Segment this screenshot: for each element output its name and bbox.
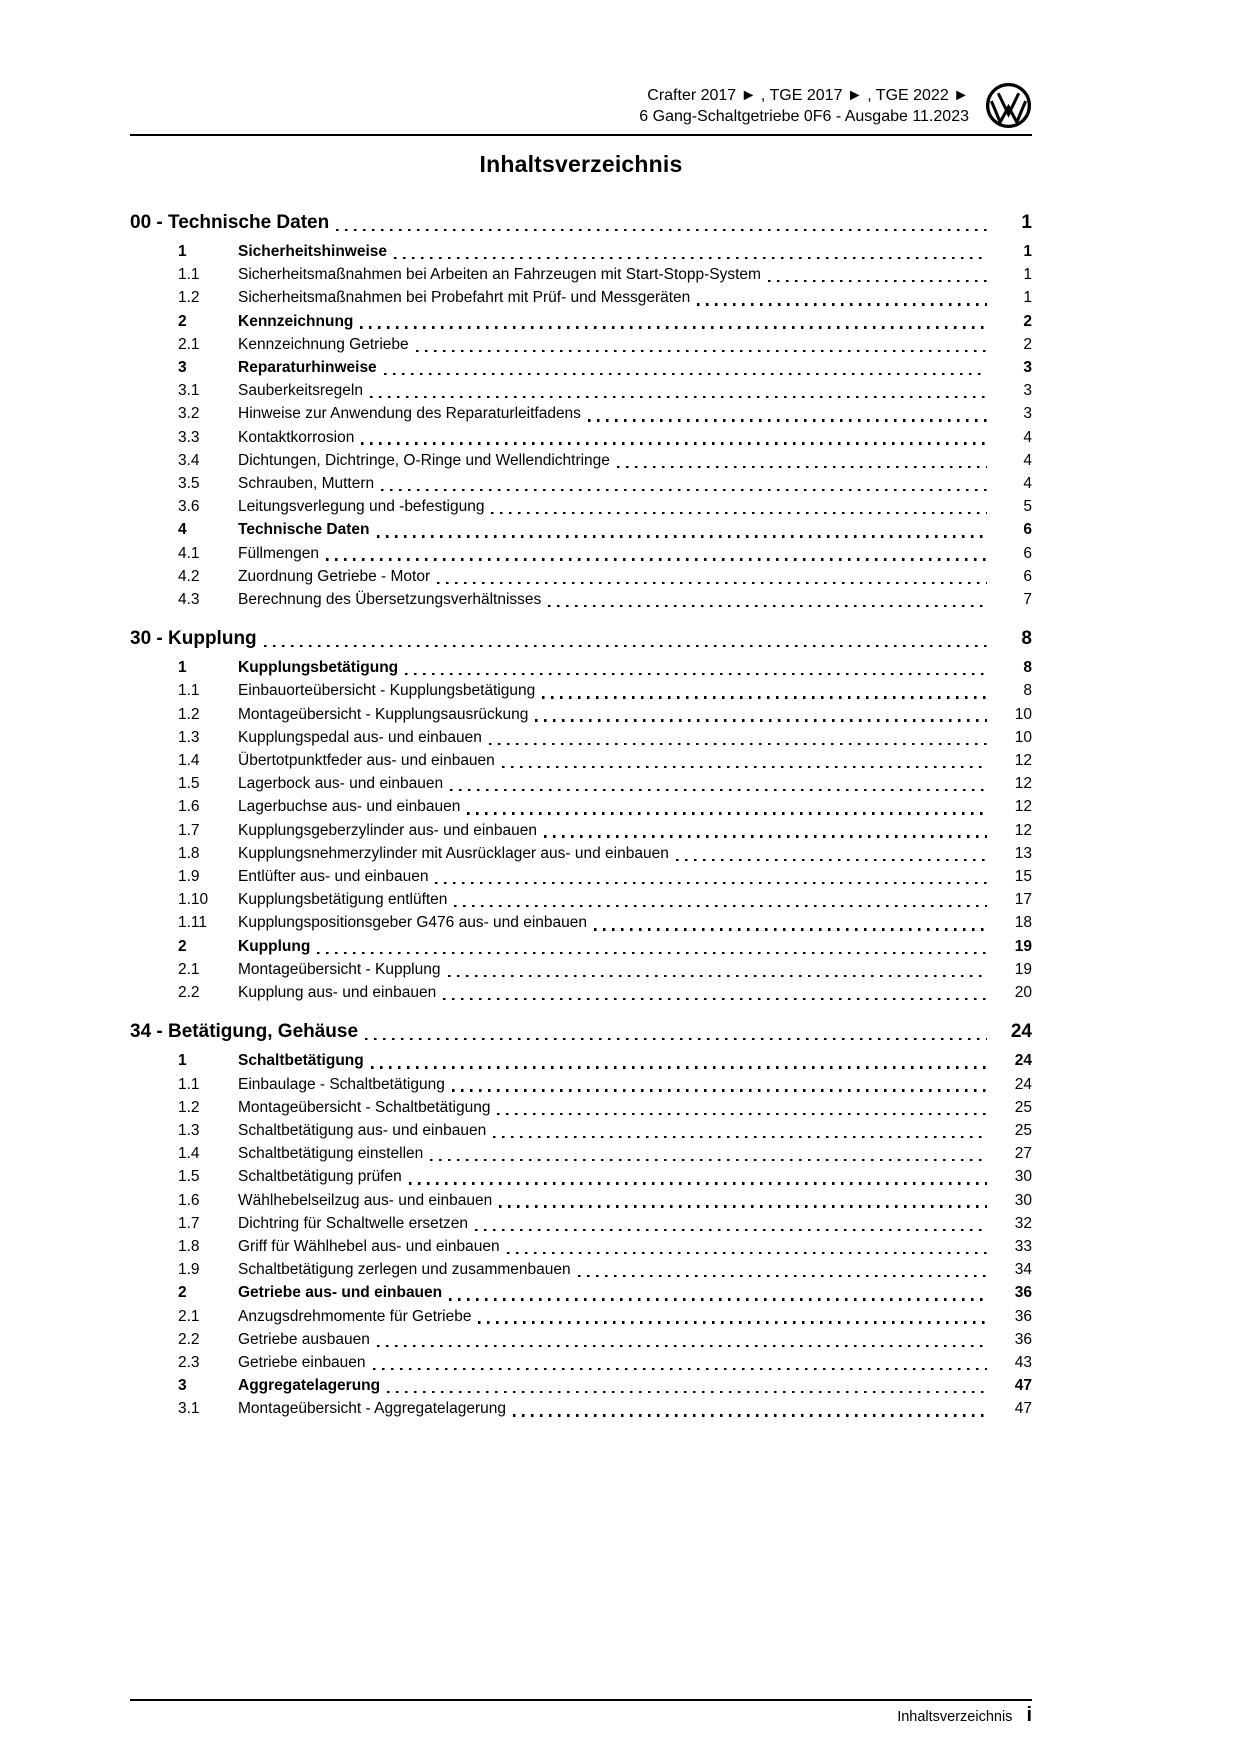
item-number: 1.6 xyxy=(178,1191,200,1209)
item-number: 1.9 xyxy=(178,1261,200,1279)
item-title: Schaltbetätigung prüfen xyxy=(238,1168,402,1186)
chapter-title: 30 - Kupplung xyxy=(130,628,257,650)
header-subtitle-line: 6 Gang-Schaltgetriebe 0F6 - Ausgabe 11.2023 xyxy=(639,108,969,125)
toc-chapter-row[interactable] xyxy=(130,626,1032,652)
dot-leader xyxy=(371,1066,987,1068)
item-number: 3.5 xyxy=(178,475,200,493)
item-number: 1.7 xyxy=(178,1214,200,1232)
toc-chapter-row[interactable] xyxy=(130,210,1032,236)
item-number: 4.1 xyxy=(178,544,200,562)
item-page-number: 6 xyxy=(1023,521,1032,539)
item-number: 1 xyxy=(178,1052,187,1070)
dot-leader xyxy=(502,766,987,768)
header-divider xyxy=(130,134,1032,136)
dot-leader xyxy=(542,696,987,698)
dot-leader xyxy=(449,1298,987,1300)
dot-leader xyxy=(497,1113,987,1115)
dot-leader xyxy=(548,605,987,607)
chapter-page-number: 8 xyxy=(1021,628,1032,650)
item-number: 2.1 xyxy=(178,960,200,978)
toc-item-row[interactable] xyxy=(130,1073,1032,1096)
dot-leader xyxy=(394,257,987,259)
item-number: 1.8 xyxy=(178,844,200,862)
toc-item-row[interactable] xyxy=(130,888,1032,911)
dot-leader xyxy=(507,1252,987,1254)
item-title: Zuordnung Getriebe - Motor xyxy=(238,567,431,585)
item-title: Kennzeichnung Getriebe xyxy=(238,335,409,353)
dot-leader xyxy=(544,835,987,837)
toc-item-row[interactable] xyxy=(130,588,1032,611)
footer-page-number: i xyxy=(1026,1704,1032,1726)
dot-leader xyxy=(361,442,987,444)
toc-item-row[interactable] xyxy=(130,1189,1032,1212)
toc-chapter-row[interactable] xyxy=(130,1019,1032,1045)
item-page-number: 17 xyxy=(1014,891,1032,909)
item-number: 1.9 xyxy=(178,868,200,886)
item-title: Schaltbetätigung xyxy=(238,1052,364,1070)
item-number: 1.4 xyxy=(178,752,200,770)
dot-leader xyxy=(578,1275,987,1277)
item-title: Leitungsverlegung und -befestigung xyxy=(238,498,485,516)
item-page-number: 24 xyxy=(1014,1052,1032,1070)
toc-item-row[interactable] xyxy=(130,1119,1032,1142)
toc-item-row[interactable] xyxy=(130,402,1032,425)
item-title: Schaltbetätigung zerlegen und zusammenbauen xyxy=(238,1261,571,1279)
item-page-number: 47 xyxy=(1014,1400,1032,1418)
item-title: Kupplungspedal aus- und einbauen xyxy=(238,728,482,746)
item-number: 3 xyxy=(178,359,187,377)
dot-leader xyxy=(377,1345,987,1347)
dot-leader xyxy=(489,743,987,745)
item-page-number: 7 xyxy=(1023,591,1032,609)
toc-item-row[interactable] xyxy=(130,1374,1032,1397)
vw-logo-icon xyxy=(985,82,1032,129)
item-number: 3.1 xyxy=(178,1400,200,1418)
dot-leader xyxy=(450,789,987,791)
item-number: 3.4 xyxy=(178,451,200,469)
dot-leader xyxy=(448,975,988,977)
item-number: 4 xyxy=(178,521,187,539)
dot-leader xyxy=(499,1205,987,1207)
dot-leader xyxy=(377,535,987,537)
item-number: 1.7 xyxy=(178,821,200,839)
item-page-number: 20 xyxy=(1014,984,1032,1002)
item-title: Berechnung des Übersetzungsverhältnisses xyxy=(238,591,542,609)
toc-item-row[interactable] xyxy=(130,1397,1032,1420)
item-title: Schrauben, Muttern xyxy=(238,475,375,493)
dot-leader xyxy=(381,489,987,491)
item-number: 4.3 xyxy=(178,591,200,609)
toc-item-row[interactable] xyxy=(130,495,1032,518)
toc-item-row[interactable] xyxy=(130,1305,1032,1328)
item-number: 1.5 xyxy=(178,775,200,793)
item-title: Sicherheitsmaßnahmen bei Probefahrt mit Prüf- und Messgeräten xyxy=(238,289,691,307)
item-page-number: 19 xyxy=(1014,960,1032,978)
item-title: Wählhebelseilzug aus- und einbauen xyxy=(238,1191,493,1209)
item-title: Sicherheitsmaßnahmen bei Arbeiten an Fahrzeugen mit Start-Stopp-System xyxy=(238,266,761,284)
toc-item-row[interactable] xyxy=(130,1351,1032,1374)
item-page-number: 3 xyxy=(1023,382,1032,400)
dot-leader xyxy=(676,859,987,861)
item-number: 2.1 xyxy=(178,335,200,353)
dot-leader xyxy=(475,1229,987,1231)
item-number: 1.1 xyxy=(178,682,200,700)
item-page-number: 2 xyxy=(1023,312,1032,330)
item-title: Kupplungsbetätigung entlüften xyxy=(238,891,448,909)
item-title: Sicherheitshinweise xyxy=(238,243,388,260)
item-page-number: 30 xyxy=(1014,1168,1032,1186)
dot-leader xyxy=(535,719,987,721)
toc-item-row[interactable] xyxy=(130,842,1032,865)
item-page-number: 4 xyxy=(1023,451,1032,469)
toc-item-row[interactable] xyxy=(130,426,1032,449)
dot-leader xyxy=(384,373,987,375)
item-title: Dichtungen, Dichtringe, O-Ringe und Wellendichtringe xyxy=(238,451,610,469)
item-page-number: 12 xyxy=(1014,775,1032,793)
item-title: Montageübersicht - Aggregatelagerung xyxy=(238,1400,506,1418)
dot-leader xyxy=(264,645,987,647)
toc-item-row[interactable] xyxy=(130,981,1032,1004)
item-number: 1.2 xyxy=(178,705,200,723)
toc-item-row[interactable] xyxy=(130,286,1032,309)
item-page-number: 3 xyxy=(1023,359,1032,377)
item-page-number: 27 xyxy=(1014,1145,1032,1163)
item-page-number: 5 xyxy=(1023,498,1032,516)
item-number: 2.2 xyxy=(178,984,200,1002)
footer-label: Inhaltsverzeichnis xyxy=(897,1709,1013,1725)
item-title: Technische Daten xyxy=(238,521,370,539)
item-page-number: 10 xyxy=(1014,705,1032,723)
toc-item-row[interactable] xyxy=(130,518,1032,541)
item-title: Getriebe aus- und einbauen xyxy=(238,1284,443,1302)
item-title: Lagerbuchse aus- und einbauen xyxy=(238,798,461,816)
dot-leader xyxy=(416,350,987,352)
item-page-number: 4 xyxy=(1023,428,1032,446)
item-number: 1.3 xyxy=(178,728,200,746)
item-page-number: 34 xyxy=(1014,1261,1032,1279)
toc-item-row[interactable] xyxy=(130,1235,1032,1258)
dot-leader xyxy=(370,396,987,398)
toc-item-row[interactable] xyxy=(130,356,1032,379)
item-page-number: 1 xyxy=(1023,243,1032,260)
item-page-number: 3 xyxy=(1023,405,1032,423)
item-number: 1.2 xyxy=(178,1098,200,1116)
item-page-number: 8 xyxy=(1023,659,1032,677)
toc-item-row[interactable] xyxy=(130,472,1032,495)
item-page-number: 32 xyxy=(1014,1214,1032,1232)
item-title: Montageübersicht - Schaltbetätigung xyxy=(238,1098,491,1116)
toc-item-row[interactable] xyxy=(130,795,1032,818)
header-models-line: Crafter 2017 ► , TGE 2017 ► , TGE 2022 ► xyxy=(647,87,969,104)
item-title: Entlüfter aus- und einbauen xyxy=(238,868,429,886)
item-page-number: 6 xyxy=(1023,544,1032,562)
item-page-number: 36 xyxy=(1014,1284,1032,1302)
item-number: 2 xyxy=(178,1284,187,1302)
toc-item-row[interactable] xyxy=(130,1212,1032,1235)
item-number: 3.3 xyxy=(178,428,200,446)
dot-leader xyxy=(697,303,987,305)
dot-leader xyxy=(768,280,987,282)
item-page-number: 24 xyxy=(1014,1075,1032,1093)
item-title: Aggregatelagerung xyxy=(238,1377,381,1395)
item-title: Einbaulage - Schaltbetätigung xyxy=(238,1075,445,1093)
toc-chapter xyxy=(130,626,1032,1004)
item-title: Schaltbetätigung einstellen xyxy=(238,1145,424,1163)
item-title: Kupplungsbetätigung xyxy=(238,659,399,677)
item-title: Montageübersicht - Kupplungsausrückung xyxy=(238,705,529,723)
dot-leader xyxy=(387,1391,987,1393)
item-page-number: 10 xyxy=(1014,728,1032,746)
chapter-page-number: 24 xyxy=(1010,1021,1032,1043)
toc-item-row[interactable] xyxy=(130,1096,1032,1119)
item-page-number: 36 xyxy=(1014,1307,1032,1325)
item-title: Übertotpunktfeder aus- und einbauen xyxy=(238,752,495,770)
toc-item-row[interactable] xyxy=(130,333,1032,356)
dot-leader xyxy=(405,673,987,675)
dot-leader xyxy=(360,326,987,328)
page-header xyxy=(130,0,1032,129)
toc-item-row[interactable] xyxy=(130,449,1032,472)
item-title: Kontaktkorrosion xyxy=(238,428,355,446)
dot-leader xyxy=(513,1414,987,1416)
toc-chapter xyxy=(130,210,1032,611)
dot-leader xyxy=(430,1159,987,1161)
item-page-number: 47 xyxy=(1014,1377,1032,1395)
item-title: Kupplung aus- und einbauen xyxy=(238,984,437,1002)
toc-item-row[interactable] xyxy=(130,772,1032,795)
toc-item-row[interactable] xyxy=(130,379,1032,402)
item-number: 1.3 xyxy=(178,1121,200,1139)
item-number: 3.6 xyxy=(178,498,200,516)
toc-item-row[interactable] xyxy=(130,1165,1032,1188)
item-page-number: 43 xyxy=(1014,1353,1032,1371)
dot-leader xyxy=(317,952,987,954)
toc-item-row[interactable] xyxy=(130,1142,1032,1165)
dot-leader xyxy=(467,812,987,814)
toc-item-row[interactable] xyxy=(130,865,1032,888)
dot-leader xyxy=(443,998,987,1000)
item-page-number: 18 xyxy=(1014,914,1032,932)
toc-item-row[interactable] xyxy=(130,263,1032,286)
item-page-number: 1 xyxy=(1023,266,1032,284)
item-title: Hinweise zur Anwendung des Reparaturleitfadens xyxy=(238,405,581,423)
dot-leader xyxy=(452,1089,987,1091)
item-page-number: 15 xyxy=(1014,868,1032,886)
item-number: 1.5 xyxy=(178,1168,200,1186)
item-page-number: 12 xyxy=(1014,752,1032,770)
item-number: 3.1 xyxy=(178,382,200,400)
item-title: Füllmengen xyxy=(238,544,319,562)
item-page-number: 19 xyxy=(1014,937,1032,955)
item-page-number: 1 xyxy=(1023,289,1032,307)
toc-item-row[interactable] xyxy=(130,1328,1032,1351)
chapter-title: 34 - Betätigung, Gehäuse xyxy=(130,1021,359,1043)
item-number: 1.6 xyxy=(178,798,200,816)
toc-item-row[interactable] xyxy=(130,911,1032,934)
dot-leader xyxy=(454,905,987,907)
dot-leader xyxy=(365,1038,987,1040)
header-text xyxy=(639,82,969,127)
item-title: Kupplungsnehmerzylinder mit Ausrücklager aus- und einbauen xyxy=(238,844,669,862)
item-number: 2 xyxy=(178,937,187,955)
item-title: Kennzeichnung xyxy=(238,312,354,330)
item-page-number: 25 xyxy=(1014,1121,1032,1139)
item-title: Dichtring für Schaltwelle ersetzen xyxy=(238,1214,469,1232)
table-of-contents xyxy=(130,210,1032,1421)
toc-item-row[interactable] xyxy=(130,749,1032,772)
item-number: 1.1 xyxy=(178,1075,200,1093)
item-title: Sauberkeitsregeln xyxy=(238,382,363,400)
dot-leader xyxy=(493,1136,987,1138)
page-footer xyxy=(130,1699,1032,1727)
item-title: Einbauorteübersicht - Kupplungsbetätigung xyxy=(238,682,536,700)
dot-leader xyxy=(326,558,987,560)
item-page-number: 13 xyxy=(1014,844,1032,862)
dot-leader xyxy=(336,229,987,231)
toc-item-row[interactable] xyxy=(130,703,1032,726)
toc-item-row[interactable] xyxy=(130,819,1032,842)
page-title: Inhaltsverzeichnis xyxy=(479,151,683,177)
toc-item-row[interactable] xyxy=(130,1049,1032,1072)
toc-item-row[interactable] xyxy=(130,726,1032,749)
item-title: Reparaturhinweise xyxy=(238,359,377,377)
dot-leader xyxy=(373,1368,987,1370)
chapter-page-number: 1 xyxy=(1021,212,1032,233)
item-title: Kupplung xyxy=(238,937,311,955)
dot-leader xyxy=(594,928,987,930)
item-number: 2.2 xyxy=(178,1330,200,1348)
toc-item-row[interactable] xyxy=(130,958,1032,981)
item-title: Anzugsdrehmomente für Getriebe xyxy=(238,1307,472,1325)
item-page-number: 2 xyxy=(1023,335,1032,353)
item-title: Montageübersicht - Kupplung xyxy=(238,960,441,978)
item-title: Schaltbetätigung aus- und einbauen xyxy=(238,1121,487,1139)
item-title: Lagerbock aus- und einbauen xyxy=(238,775,444,793)
item-page-number: 12 xyxy=(1014,798,1032,816)
item-title: Getriebe einbauen xyxy=(238,1353,366,1371)
page-content xyxy=(130,0,1032,1421)
item-page-number: 4 xyxy=(1023,475,1032,493)
toc-item-row[interactable] xyxy=(130,565,1032,588)
item-page-number: 12 xyxy=(1014,821,1032,839)
item-number: 1.2 xyxy=(178,289,200,307)
item-number: 1 xyxy=(178,659,187,677)
toc-item-row[interactable] xyxy=(130,240,1032,263)
item-page-number: 25 xyxy=(1014,1098,1032,1116)
chapter-title: 00 - Technische Daten xyxy=(130,212,330,233)
dot-leader xyxy=(617,466,987,468)
toc-item-row[interactable] xyxy=(130,310,1032,333)
toc-chapter xyxy=(130,1019,1032,1420)
item-number: 1 xyxy=(178,243,187,260)
item-number: 1.1 xyxy=(178,266,200,284)
item-number: 1.8 xyxy=(178,1237,200,1255)
dot-leader xyxy=(491,512,987,514)
item-number: 3 xyxy=(178,1377,187,1395)
item-number: 1.10 xyxy=(178,891,209,909)
toc-item-row[interactable] xyxy=(130,935,1032,958)
item-title: Kupplungsgeberzylinder aus- und einbauen xyxy=(238,821,538,839)
footer-divider xyxy=(130,1699,1032,1701)
dot-leader xyxy=(478,1321,987,1323)
dot-leader xyxy=(437,582,987,584)
item-title: Griff für Wählhebel aus- und einbauen xyxy=(238,1237,500,1255)
item-title: Getriebe ausbauen xyxy=(238,1330,370,1348)
item-number: 2.1 xyxy=(178,1307,200,1325)
item-number: 3.2 xyxy=(178,405,200,423)
item-number: 2 xyxy=(178,312,187,330)
item-number: 2.3 xyxy=(178,1353,200,1371)
dot-leader xyxy=(435,882,987,884)
toc-item-row[interactable] xyxy=(130,1258,1032,1281)
item-page-number: 30 xyxy=(1014,1191,1032,1209)
item-page-number: 33 xyxy=(1014,1237,1032,1255)
item-page-number: 8 xyxy=(1023,682,1032,700)
toc-item-row[interactable] xyxy=(130,542,1032,565)
toc-item-row[interactable] xyxy=(130,1281,1032,1304)
item-title: Kupplungspositionsgeber G476 aus- und einbauen xyxy=(238,914,588,932)
dot-leader xyxy=(409,1182,987,1184)
item-number: 1.4 xyxy=(178,1145,200,1163)
item-page-number: 36 xyxy=(1014,1330,1032,1348)
item-number: 1.11 xyxy=(178,914,208,932)
toc-item-row[interactable] xyxy=(130,679,1032,702)
dot-leader xyxy=(588,419,987,421)
toc-item-row[interactable] xyxy=(130,656,1032,679)
item-number: 4.2 xyxy=(178,567,200,585)
item-page-number: 6 xyxy=(1023,567,1032,585)
